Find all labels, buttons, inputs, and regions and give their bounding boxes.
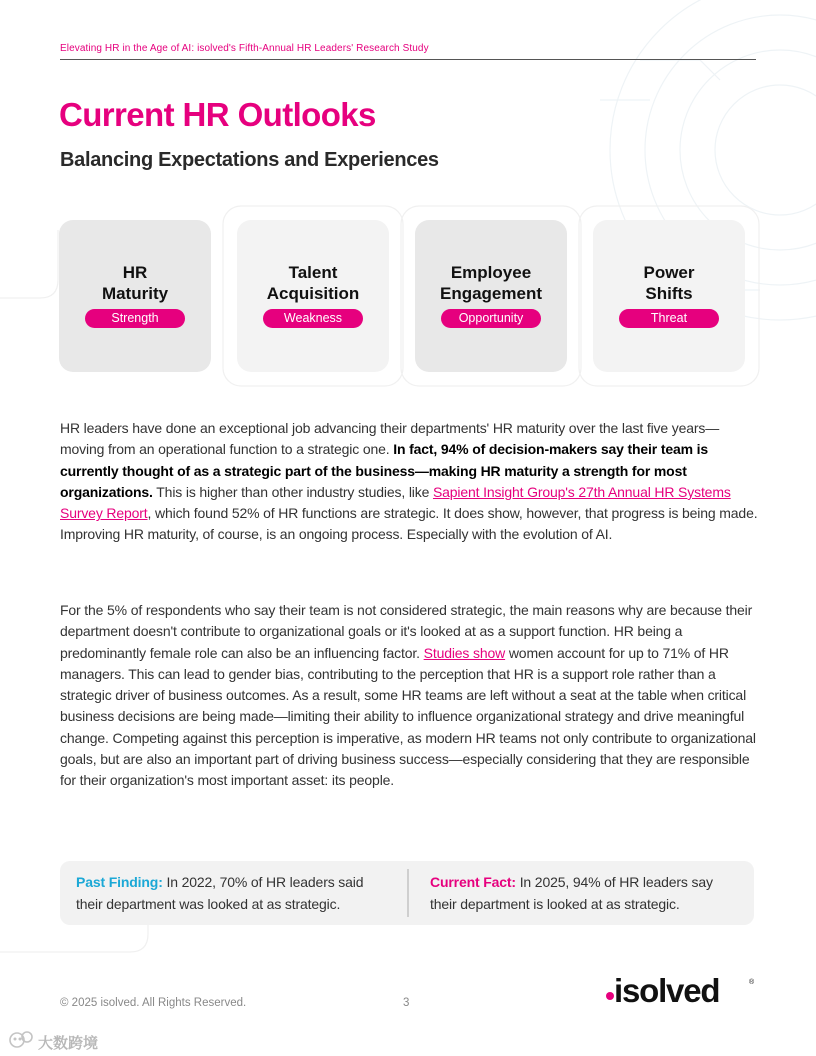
past-finding: Past Finding: In 2022, 70% of HR leaders said their department was looked at as strategic.: [76, 874, 364, 912]
header-divider: [60, 59, 756, 60]
isolved-logo: [604, 970, 764, 1020]
past-finding-label: Past Finding:: [76, 874, 163, 890]
card-talent-acquisition: [237, 220, 389, 372]
weakness-badge: Weakness: [263, 309, 363, 328]
strength-badge: Strength: [85, 309, 185, 328]
paragraph-not-strategic: For the 5% of respondents who say their team is not considered strategic, the main reasons why are because their department doesn't contribute to organizational goals or it's looked at as a support function. HR being a predominantly female role can also be an influencing factor. Studies show women account for up to 71% of HR managers. This can lead to gender bias, contributing to the perception that HR is a support role rather than a strategic driver of business outcomes. As a result, some HR teams are left without a seat at the table when critical business decisions are being made—limiting their ability to influence organizational strategy and drive meaningful change. Competing against this perception is imperative, as modern HR teams not only contribute to organizational goals, but are also an important part of driving business success—especially considering that they are responsible for their organization's most important asset: its people.: [60, 602, 756, 789]
current-fact-label: Current Fact:: [430, 874, 516, 890]
card-title: Talent Acquisition: [266, 263, 360, 303]
findings-callout: [60, 861, 754, 925]
studies-show-link[interactable]: Studies show: [423, 644, 506, 661]
card-title: HR Maturity: [101, 263, 169, 303]
bold-statement: In fact, 94% of decision-makers say their team is currently thought of as a strategic part of the business—making HR maturity a strength for most organizations.: [60, 441, 709, 500]
opportunity-badge: Opportunity: [441, 309, 541, 328]
watermark: [8, 1030, 118, 1052]
card-title: Employee Engagement: [439, 263, 543, 303]
watermark-icon: [8, 1030, 36, 1050]
running-header: Elevating HR in the Age of AI: isolved's Fifth-Annual HR Leaders' Research Study: [60, 43, 429, 54]
paragraph-hr-maturity: HR leaders have done an exceptional job advancing their departments' HR maturity over the last five years—moving from an operational function to a strategic one. In fact, 94% of decision-makers say their team is currently thought of as a strategic part of the business—making HR maturity a strength for most organizations. This is higher than other industry studies, like Sapient Insight Group's 27th Annual HR Systems Survey Report, which found 52% of HR functions are strategic. It does show, however, that progress is being made. Improving HR maturity, of course, is an ongoing process. Especially with the evolution of AI.: [60, 420, 758, 543]
copyright-notice: © 2025 isolved. All Rights Reserved.: [60, 997, 247, 1009]
current-fact: Current Fact: In 2025, 94% of HR leaders say their department is looked at as strategic.: [430, 874, 713, 912]
card-hr-maturity: [59, 220, 211, 372]
callout-divider: [407, 869, 409, 917]
registered-mark: ®: [749, 979, 755, 986]
card-power-shifts: [593, 220, 745, 372]
threat-badge: Threat: [619, 309, 719, 328]
logo-dot-icon: [606, 992, 614, 1000]
sapient-report-link[interactable]: Sapient Insight Group's 27th Annual HR Systems Survey Report: [60, 483, 731, 522]
page-title: Current HR Outlooks: [59, 96, 376, 133]
card-title: Power Shifts: [643, 263, 695, 303]
page-number: 3: [403, 997, 410, 1009]
card-employee-engagement: [415, 220, 567, 372]
page-subtitle: Balancing Expectations and Experiences: [60, 149, 439, 171]
watermark-text: 大数跨境: [38, 1035, 99, 1052]
logo-wordmark: isolved: [614, 972, 720, 1009]
